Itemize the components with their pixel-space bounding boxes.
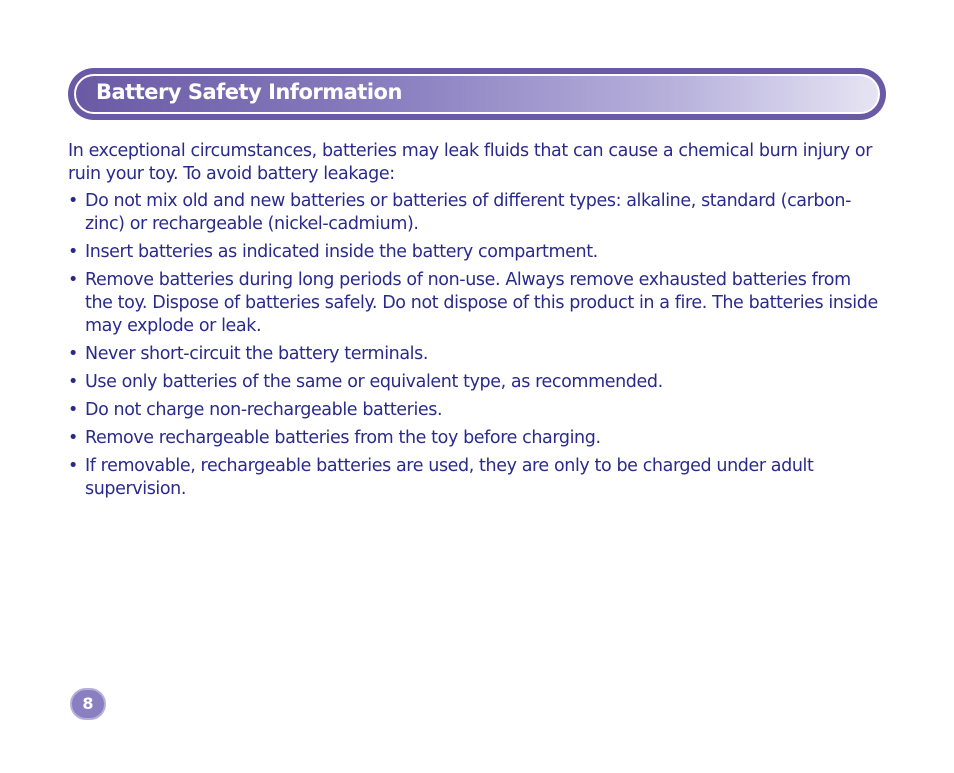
- list-item: [68, 399, 880, 422]
- bullet-icon: •: [68, 400, 78, 420]
- bullet-icon: •: [68, 191, 78, 211]
- bullet-icon: •: [68, 456, 78, 476]
- bullet-icon: •: [68, 270, 78, 290]
- list-item: [68, 241, 880, 264]
- list-item-text: Use only batteries of the same or equivalent type, as recommended.: [85, 372, 663, 392]
- intro-paragraph: In exceptional circumstances, batteries may leak fluids that can cause a chemical burn injury or ruin your toy. To avoid battery leakage:: [68, 141, 872, 184]
- list-item: [68, 190, 880, 236]
- list-item-text: Never short-circuit the battery terminals.: [85, 344, 429, 364]
- list-item: [68, 269, 880, 338]
- section-header-inner: [74, 74, 880, 114]
- list-item-text: Do not charge non-rechargeable batteries.: [85, 400, 443, 420]
- list-item-text: Remove batteries during long periods of non-use. Always remove exhausted batteries from the toy. Dispose of batteries safely. Do not dispose of this product in a fire. The batteries inside may explode or leak.: [85, 270, 878, 336]
- section-header-band: [68, 68, 886, 120]
- list-item-text: Insert batteries as indicated inside the battery compartment.: [85, 242, 598, 262]
- list-item: [68, 343, 880, 366]
- bullet-icon: •: [68, 344, 78, 364]
- section-title: Battery Safety Information: [96, 80, 402, 104]
- list-item: [68, 427, 880, 450]
- list-item-text: If removable, rechargeable batteries are used, they are only to be charged under adult supervision.: [85, 456, 814, 499]
- safety-bullet-list: [68, 190, 880, 501]
- bullet-icon: •: [68, 428, 78, 448]
- page-number-badge: 8: [70, 688, 106, 720]
- list-item: [68, 455, 880, 501]
- bullet-icon: •: [68, 372, 78, 392]
- bullet-icon: •: [68, 242, 78, 262]
- list-item-text: Do not mix old and new batteries or batteries of different types: alkaline, standard (carbon-zinc) or rechargeable (nickel-cadmium).: [85, 191, 852, 234]
- list-item: [68, 371, 880, 394]
- list-item-text: Remove rechargeable batteries from the toy before charging.: [85, 428, 601, 448]
- safety-content: [68, 140, 880, 506]
